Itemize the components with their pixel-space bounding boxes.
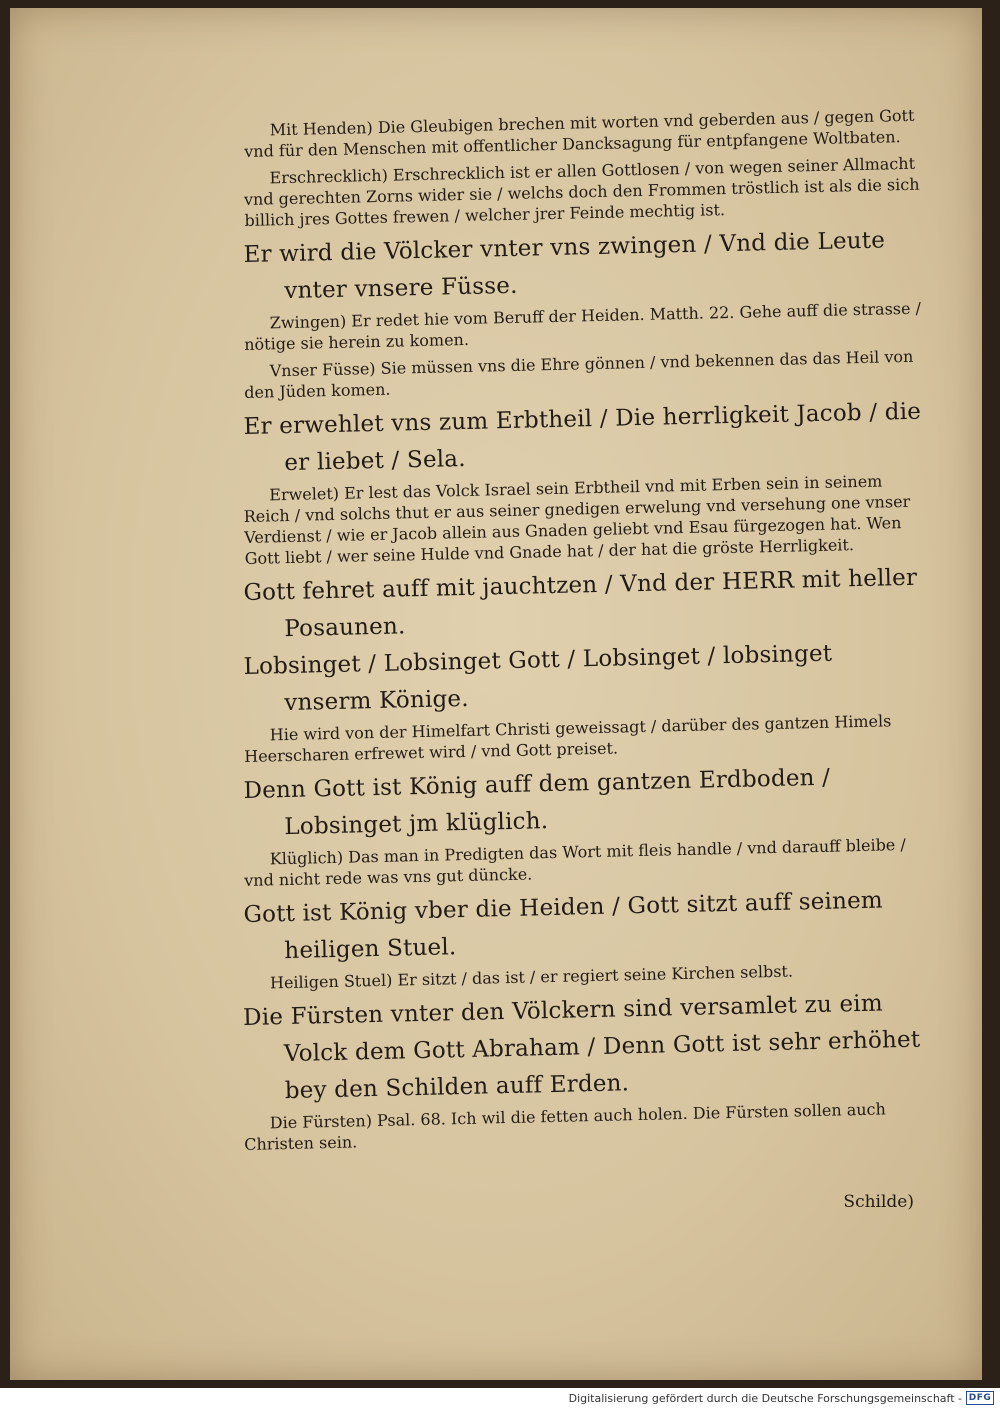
gloss-4: Vnser Füsse) Sie müssen vns die Ehre gönnen / vnd bekennen das das Heil von den Jüden komen. — [244, 346, 914, 402]
funding-credit: Digitalisierung gefördert durch die Deutsche Forschungsgemeinschaft - — [568, 1392, 962, 1405]
verse-4: Lobsinget / Lobsinget Gott / Lobsinget / lobsinget vnserm Könige. — [243, 640, 833, 717]
gloss-6: Hie wird von der Himelfart Christi geweissagt / darüber des gantzen Himels Heerscharen erfrewet wird / vnd Gott preiset. — [244, 711, 892, 766]
page-text — [242, 105, 924, 1161]
verse-5: Denn Gott ist König auff dem gantzen Erdboden / Lobsinget jm klüglich. — [243, 764, 831, 841]
gloss-8: Heiligen Stuel) Er sitzt / das ist / er regiert seine Kirchen selbst. — [269, 961, 794, 993]
gloss-7: Klüglich) Das man in Predigten das Wort mit fleis handle / vnd darauff bleibe / vnd nicht rede was vns gut düncke. — [244, 834, 906, 890]
verse-2: Er erwehlet vns zum Erbtheil / Die herrligkeit Jacob / die er liebet / Sela. — [243, 398, 922, 477]
gloss-5: Erwelet) Er lest das Volck Israel sein Erbtheil vnd mit Erben sein in seinem Reich / vnd solchs thut er aus seiner gnedigen erwelung vnd versehung one vnser Verdienst / wie er Jacob allein aus Gnaden geliebt vnd Esau fürgezogen hat. Wen Gott liebt / wer seine Hulde vnd Gnade hat / der hat die gröste Herrligkeit. — [243, 471, 911, 568]
dfg-logo-icon: DFG — [966, 1391, 994, 1405]
gloss-2: Erschrecklich) Erschrecklich ist er allen Gottlosen / von wegen seiner Allmacht vnd gerechten Zorns wider sie / welchs doch den Frommen tröstlich ist als die sich billich jres Gottes frewen / welcher jrer Feinde mechtig ist. — [243, 153, 920, 230]
verse-1: Er wird die Völcker vnter vns zwingen / Vnd die Leute vnter vnsere Füsse. — [243, 227, 886, 305]
footer-bar — [0, 1389, 1000, 1409]
gloss-3: Zwingen) Er redet hie vom Beruff der Heiden. Matth. 22. Gehe auff die strasse / nötige sie herein zu komen. — [244, 298, 922, 354]
catchword: Schilde) — [843, 1192, 914, 1212]
verse-3: Gott fehret auff mit jauchtzen / Vnd der HERR mit heller Posaunen. — [243, 564, 918, 643]
verse-7: Die Fürsten vnter den Völckern sind versamlet zu eim Volck dem Gott Abraham / Denn Gott ist sehr erhöhet bey den Schilden auff Erden. — [242, 990, 921, 1105]
gloss-9: Die Fürsten) Psal. 68. Ich wil die fetten auch holen. Die Fürsten sollen auch Christen sein. — [244, 1099, 887, 1154]
gloss-1: Mit Henden) Die Gleubigen brechen mit worten vnd geberden aus / gegen Gott vnd für den Menschen mit offentlicher Dancksagung für entpfangene Woltbaten. — [244, 105, 915, 161]
verse-6: Gott ist König vber die Heiden / Gott sitzt auff seinem heiligen Stuel. — [243, 887, 884, 965]
